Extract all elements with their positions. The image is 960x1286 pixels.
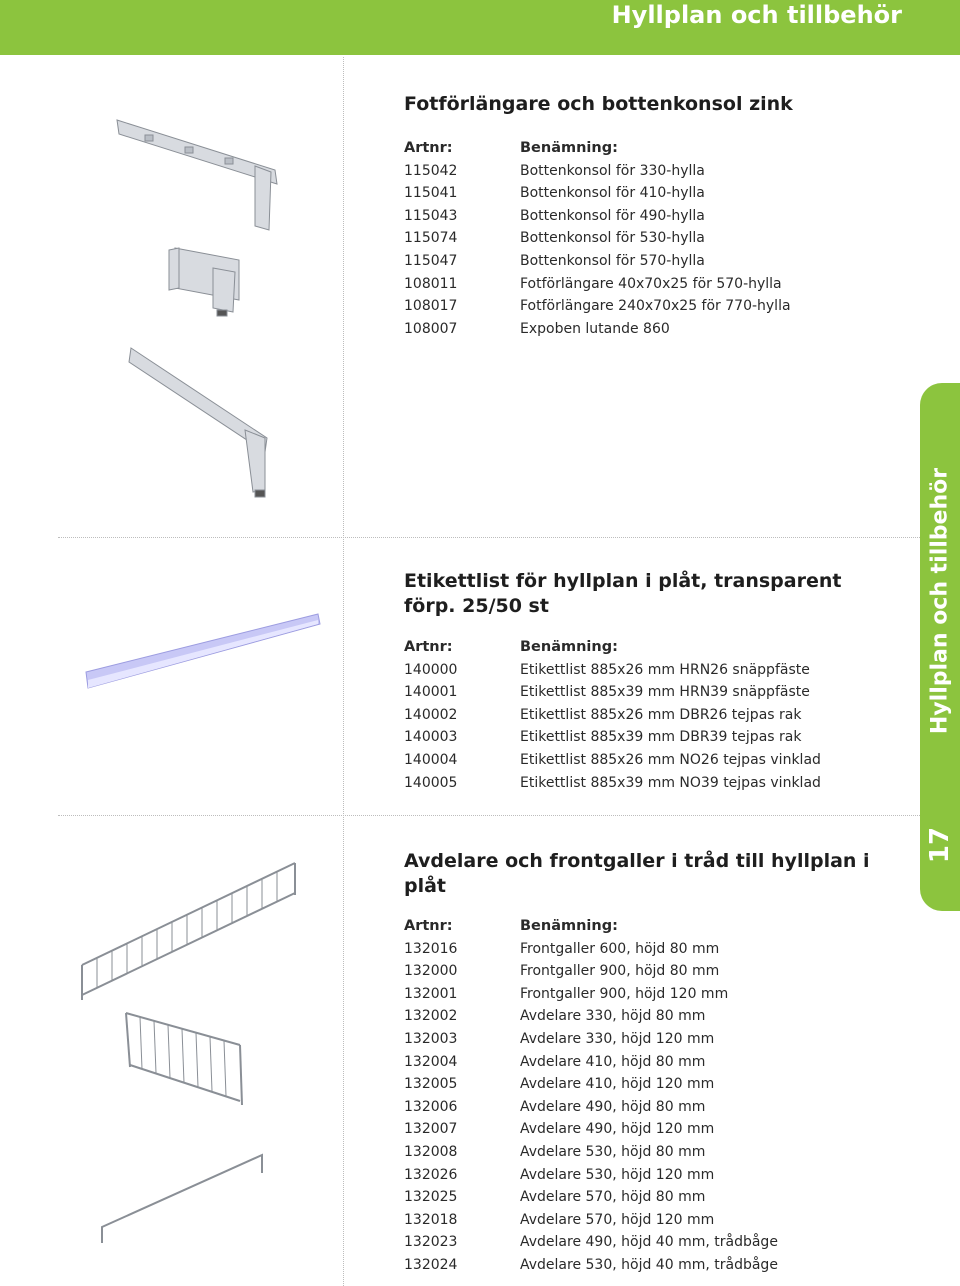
table-row (404, 1186, 904, 1209)
wire-divider-images (70, 855, 320, 1255)
table-row (404, 1231, 904, 1254)
side-chapter-tab (920, 383, 960, 911)
side-tab-label: Hyllplan och tillbehör (927, 467, 953, 735)
front-rail-image (82, 863, 295, 1000)
table-row (404, 772, 904, 795)
table-row (404, 704, 904, 727)
table-row (404, 182, 904, 205)
name-cell: Avdelare 490, höjd 80 mm (520, 1098, 706, 1115)
name-cell: Fotförlängare 40x70x25 för 570-hylla (520, 275, 782, 292)
artnr-header: Artnr: (404, 639, 453, 655)
name-cell: Frontgaller 900, höjd 120 mm (520, 985, 729, 1002)
artnr-cell: 140002 (404, 706, 458, 723)
artnr-cell: 132025 (404, 1189, 458, 1206)
vertical-divider (343, 57, 344, 1286)
table-row (404, 983, 904, 1006)
artnr-cell: 132006 (404, 1098, 458, 1115)
artnr-cell: 140000 (404, 661, 458, 678)
table-row (404, 1005, 904, 1028)
product-table (404, 636, 904, 794)
table-row (404, 205, 904, 228)
product-table (404, 915, 904, 1277)
table-header (404, 636, 904, 659)
table-row (404, 250, 904, 273)
page-number: 17 (925, 826, 955, 864)
bottom-bracket-images (105, 100, 305, 520)
table-row (404, 726, 904, 749)
divider-image (126, 1013, 242, 1105)
name-cell: Avdelare 530, höjd 80 mm (520, 1143, 706, 1160)
header-bar (0, 0, 960, 55)
section-divider-1 (58, 537, 928, 538)
table-header (404, 137, 904, 160)
artnr-cell: 132024 (404, 1256, 458, 1273)
foot-extension-image (169, 248, 239, 316)
table-row (404, 1141, 904, 1164)
artnr-cell: 132016 (404, 940, 458, 957)
name-cell: Etikettlist 885x26 mm DBR26 tejpas rak (520, 706, 802, 723)
table-row (404, 938, 904, 961)
table-row (404, 227, 904, 250)
label-strip-image (80, 600, 330, 700)
section-foot-extension (404, 92, 904, 340)
artnr-cell: 140004 (404, 751, 458, 768)
artnr-cell: 132018 (404, 1211, 458, 1228)
table-row (404, 160, 904, 183)
table-row (404, 659, 904, 682)
name-cell: Avdelare 410, höjd 80 mm (520, 1053, 706, 1070)
artnr-cell: 115042 (404, 162, 458, 179)
name-cell: Expoben lutande 860 (520, 320, 670, 337)
section-wire-dividers (404, 849, 904, 1277)
name-cell: Bottenkonsol för 330-hylla (520, 162, 705, 179)
name-cell: Etikettlist 885x39 mm NO39 tejpas vinklad (520, 774, 821, 791)
name-cell: Avdelare 490, höjd 40 mm, trådbåge (520, 1234, 778, 1251)
table-row (404, 295, 904, 318)
bottom-bracket-image (117, 120, 277, 230)
name-cell: Etikettlist 885x26 mm NO26 tejpas vinklad (520, 751, 821, 768)
artnr-cell: 132005 (404, 1076, 458, 1093)
table-row (404, 681, 904, 704)
artnr-cell: 132002 (404, 1008, 458, 1025)
table-row (404, 1051, 904, 1074)
name-cell: Avdelare 330, höjd 120 mm (520, 1030, 715, 1047)
table-header (404, 915, 904, 938)
artnr-cell: 140003 (404, 729, 458, 746)
artnr-cell: 108007 (404, 320, 458, 337)
artnr-header: Artnr: (404, 918, 453, 934)
artnr-cell: 115047 (404, 252, 458, 269)
artnr-cell: 132026 (404, 1166, 458, 1183)
section-title (404, 569, 904, 619)
artnr-cell: 115074 (404, 230, 458, 247)
table-row (404, 1028, 904, 1051)
artnr-cell: 132004 (404, 1053, 458, 1070)
table-row (404, 1209, 904, 1232)
name-cell: Avdelare 570, höjd 80 mm (520, 1189, 706, 1206)
name-cell: Etikettlist 885x39 mm HRN39 snäppfäste (520, 684, 810, 701)
section-subtitle: förp. 25/50 st (404, 595, 549, 617)
artnr-cell: 108017 (404, 298, 458, 315)
table-row (404, 1164, 904, 1187)
benamning-header: Benämning: (520, 639, 618, 655)
artnr-cell: 132007 (404, 1121, 458, 1138)
name-cell: Bottenkonsol för 490-hylla (520, 207, 705, 224)
name-cell: Bottenkonsol för 410-hylla (520, 185, 705, 202)
artnr-cell: 108011 (404, 275, 458, 292)
wire-bow-image (102, 1155, 262, 1243)
section-title: Avdelare och frontgaller i tråd till hyllplan i plåt (404, 850, 870, 897)
page-header-title: Hyllplan och tillbehör (611, 1, 902, 29)
name-cell: Avdelare 530, höjd 40 mm, trådbåge (520, 1256, 778, 1273)
name-cell: Avdelare 490, höjd 120 mm (520, 1121, 715, 1138)
artnr-cell: 132001 (404, 985, 458, 1002)
section-label-strip (404, 569, 904, 794)
name-cell: Frontgaller 900, höjd 80 mm (520, 963, 720, 980)
section-title-text: Etikettlist för hyllplan i plåt, transparent (404, 570, 842, 592)
name-cell: Etikettlist 885x26 mm HRN26 snäppfäste (520, 661, 810, 678)
section-divider-2 (58, 815, 928, 816)
artnr-cell: 132000 (404, 963, 458, 980)
name-cell: Avdelare 410, höjd 120 mm (520, 1076, 715, 1093)
artnr-cell: 115041 (404, 185, 458, 202)
product-table (404, 137, 904, 340)
table-row (404, 749, 904, 772)
name-cell: Bottenkonsol för 570-hylla (520, 252, 705, 269)
artnr-cell: 115043 (404, 207, 458, 224)
artnr-header: Artnr: (404, 140, 453, 156)
table-row (404, 1118, 904, 1141)
artnr-cell: 140005 (404, 774, 458, 791)
expoben-image (129, 348, 267, 497)
artnr-cell: 132003 (404, 1030, 458, 1047)
table-row (404, 318, 904, 341)
artnr-cell: 140001 (404, 684, 458, 701)
name-cell: Avdelare 330, höjd 80 mm (520, 1008, 706, 1025)
table-row (404, 960, 904, 983)
benamning-header: Benämning: (520, 140, 618, 156)
benamning-header: Benämning: (520, 918, 618, 934)
section-title: Fotförlängare och bottenkonsol zink (404, 93, 793, 115)
name-cell: Bottenkonsol för 530-hylla (520, 230, 705, 247)
table-row (404, 273, 904, 296)
table-row (404, 1254, 904, 1277)
name-cell: Fotförlängare 240x70x25 för 770-hylla (520, 298, 791, 315)
artnr-cell: 132008 (404, 1143, 458, 1160)
name-cell: Avdelare 570, höjd 120 mm (520, 1211, 715, 1228)
name-cell: Etikettlist 885x39 mm DBR39 tejpas rak (520, 729, 802, 746)
table-row (404, 1073, 904, 1096)
table-row (404, 1096, 904, 1119)
artnr-cell: 132023 (404, 1234, 458, 1251)
name-cell: Frontgaller 600, höjd 80 mm (520, 940, 720, 957)
name-cell: Avdelare 530, höjd 120 mm (520, 1166, 715, 1183)
